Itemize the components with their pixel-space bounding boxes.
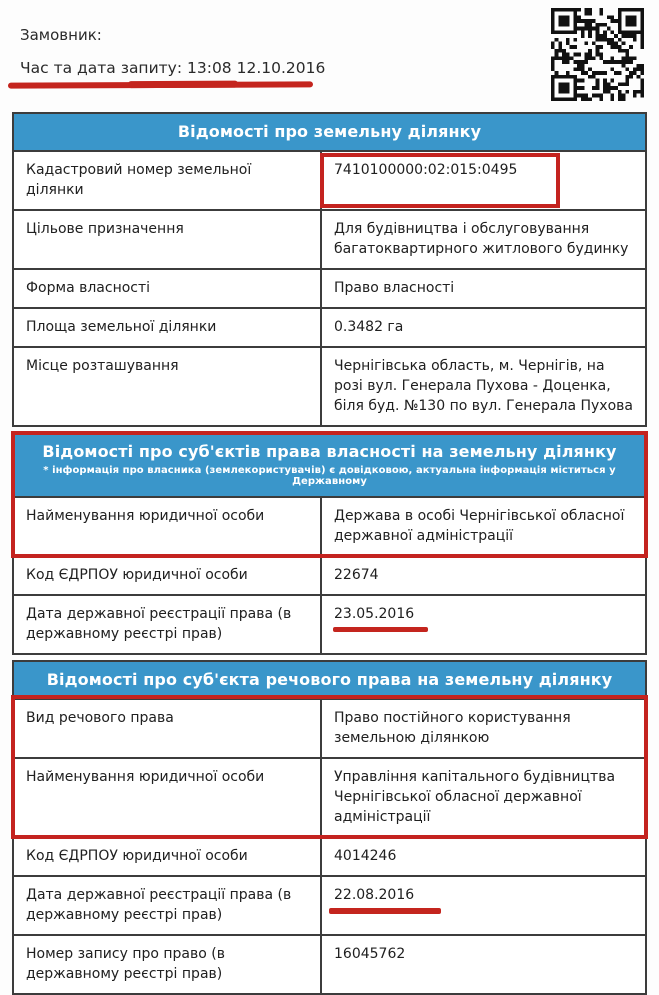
request-datetime: Час та дата запиту: 13:08 12.10.2016 (20, 59, 326, 77)
section-land-plot (12, 112, 647, 427)
row-label: Місце розташування (14, 348, 322, 425)
row-legal-entity-name (14, 757, 645, 836)
red-underline-annotation (329, 908, 441, 914)
row-registration-date (14, 594, 645, 653)
row-value-text: 23.05.2016 (334, 606, 415, 622)
row-value (322, 877, 645, 934)
row-label: Форма власності (14, 270, 322, 307)
red-underline-annotation (8, 81, 313, 88)
section-title (14, 434, 645, 496)
row-record-number (14, 934, 645, 993)
row-label: Найменування юридичної особи (14, 759, 322, 836)
section-subtitle: * інформація про власника (землекористувачів) є довідковою, актуальна інформація міститься у Державному (43, 465, 616, 487)
row-label: Цільове призначення (14, 211, 322, 268)
row-location (14, 346, 645, 425)
row-area (14, 307, 645, 346)
section-title: Відомості про суб'єкта речового права на земельну ділянку (14, 662, 645, 698)
row-label: Кадастровий номер земельної ділянки (14, 152, 322, 209)
row-legal-entity-name (14, 496, 645, 555)
row-value: Для будівництва і обслуговування багатоквартирного житлового будинку (334, 221, 629, 257)
row-value-text: 22.08.2016 (334, 887, 415, 903)
red-underline-annotation (333, 627, 428, 632)
row-label: Дата державної реєстрації права (в державному реєстрі прав) (14, 877, 322, 934)
row-label: Площа земельної ділянки (14, 309, 322, 346)
page-header (0, 0, 659, 112)
row-value: Управління капітального будівництва Чернігівської обласної державної адміністрації (334, 769, 616, 825)
row-label: Вид речового права (14, 700, 322, 757)
cadastre-extract (12, 112, 647, 995)
section-ownership-subjects (12, 432, 647, 655)
row-label: Номер запису про право (в державному реєстрі прав) (14, 936, 322, 993)
row-registration-date (14, 875, 645, 934)
row-value: Чернігівська область, м. Чернігів, на розі вул. Генерала Пухова - Доценка, біля буд. №130 по вул. Генерала Пухова (334, 358, 633, 414)
customer-label: Замовник: (20, 26, 102, 44)
row-purpose (14, 209, 645, 268)
row-property-right-type (14, 698, 645, 757)
row-value: Право постійного користування земельною ділянкою (334, 710, 571, 746)
row-label: Найменування юридичної особи (14, 498, 322, 555)
section-property-right-subject (12, 660, 647, 995)
row-value (322, 152, 645, 209)
row-value: 0.3482 га (334, 319, 404, 335)
section-title-text: Відомості про суб'єктів права власності на земельну ділянку (42, 442, 617, 461)
section-title: Відомості про земельну ділянку (14, 114, 645, 150)
row-value: 22674 (334, 567, 379, 583)
row-label: Дата державної реєстрації права (в державному реєстрі прав) (14, 596, 322, 653)
row-label: Код ЄДРПОУ юридичної особи (14, 838, 322, 875)
red-box-annotation (14, 434, 645, 555)
row-label: Код ЄДРПОУ юридичної особи (14, 557, 322, 594)
row-cadastral-number (14, 150, 645, 209)
row-ownership-form (14, 268, 645, 307)
red-box-annotation (14, 698, 645, 836)
row-value: Держава в особі Чернігівської обласної державної адміністрації (334, 508, 625, 544)
qr-code (551, 8, 644, 101)
row-value: 4014246 (334, 848, 397, 864)
row-edrpou-code (14, 836, 645, 875)
row-value: Право власності (334, 280, 455, 296)
row-edrpou-code (14, 555, 645, 594)
row-value: 16045762 (334, 946, 406, 962)
row-value (322, 596, 645, 653)
row-value-text: 7410100000:02:015:0495 (334, 162, 518, 178)
